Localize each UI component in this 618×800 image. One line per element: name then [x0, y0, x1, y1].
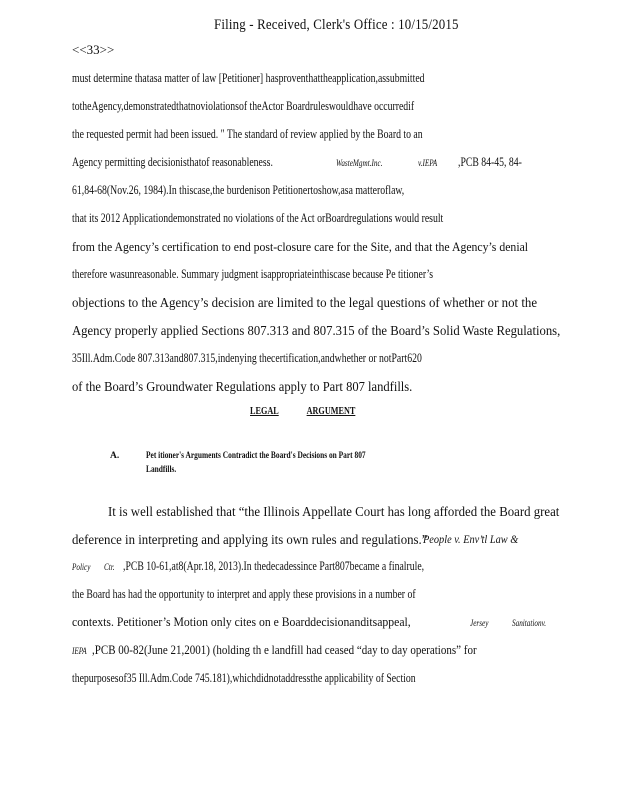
case-citation: v.IEPA [418, 158, 438, 168]
text-line: deference in interpreting and applying its own rules and regulations.” [72, 532, 428, 547]
section-title-continued: Landfills. [146, 465, 177, 475]
text-line: Agency permitting decisionisthatof reasonableness. [72, 155, 273, 169]
heading-word: ARGUMENT [306, 406, 356, 417]
case-citation: Sanitationv. [512, 618, 547, 628]
text-line: that its 2012 Applicationdemonstrated no violations of the Act orBoardregulations would result [72, 211, 444, 225]
text-line: totheAgency,demonstratedthatnoviolationsof theActor Boardruleswouldhave occurredif [72, 99, 415, 113]
case-citation: People v. Env’tl Law & [423, 532, 519, 546]
section-title: Pet itioner's Arguments Contradict the Board's Decisions on Part 807 [146, 451, 366, 461]
filing-stamp: Filing - Received, Clerk's Office : 10/15/2015 [214, 17, 459, 33]
citation-reporter: ,PCB 84-45, 84- [458, 155, 522, 169]
case-citation: IEPA [72, 646, 87, 656]
text-line: 35Ill.Adm.Code 807.313and807.315,indenying thecertification,andwhether or notPart620 [72, 351, 422, 365]
text-line: of the Board’s Groundwater Regulations apply to Part 807 landfills. [72, 379, 413, 394]
text-line: 61,84-68(Nov.26, 1984).In thiscase,the burdenison Petitionertoshow,asa matteroflaw, [72, 183, 405, 197]
text-line: ,PCB 10-61,at8(Apr.18, 2013).In thedecadessince Part807became a finalrule, [123, 559, 425, 573]
text-line: thepurposesof35 Ill.Adm.Code 745.181),whichdidnotaddressthe applicability of Section [72, 671, 416, 685]
text-line: the Board has had the opportunity to interpret and apply these provisions in a number of [72, 587, 416, 601]
legal-argument-heading [250, 406, 383, 417]
text-line: the requested permit had been issued. " The standard of review applied by the Board to an [72, 127, 423, 141]
case-citation: Policy [72, 562, 91, 572]
case-citation: Ctr. [104, 562, 115, 572]
text-line: therefore wasunreasonable. Summary judgment isappropriateinthiscase because Pe titioner’s [72, 267, 434, 281]
heading-word: LEGAL [250, 406, 279, 417]
text-line: Agency properly applied Sections 807.313 and 807.315 of the Board’s Solid Waste Regulations, [72, 323, 561, 338]
text-line: must determine thatasa matter of law [Petitioner] hasproventhattheapplication,assubmitted [72, 71, 425, 85]
case-citation: Jersey [470, 618, 489, 628]
text-line: objections to the Agency’s decision are limited to the legal questions of whether or not the [72, 295, 538, 310]
section-letter: A. [110, 451, 120, 461]
text-line: contexts. Petitioner’s Motion only cites on e Boarddecisionanditsappeal, [72, 614, 411, 629]
text-line: ,PCB 00-82(June 21,2001) (holding th e landfill had ceased “day to day operations” for [92, 643, 477, 657]
text-line: It is well established that “the Illinois Appellate Court has long afforded the Board great [108, 504, 560, 519]
page-number: <<33>> [72, 42, 115, 57]
case-citation: WasteMgmt.Inc. [336, 158, 383, 168]
text-line: from the Agency’s certification to end post-closure care for the Site, and that the Agency’s denial [72, 239, 529, 254]
